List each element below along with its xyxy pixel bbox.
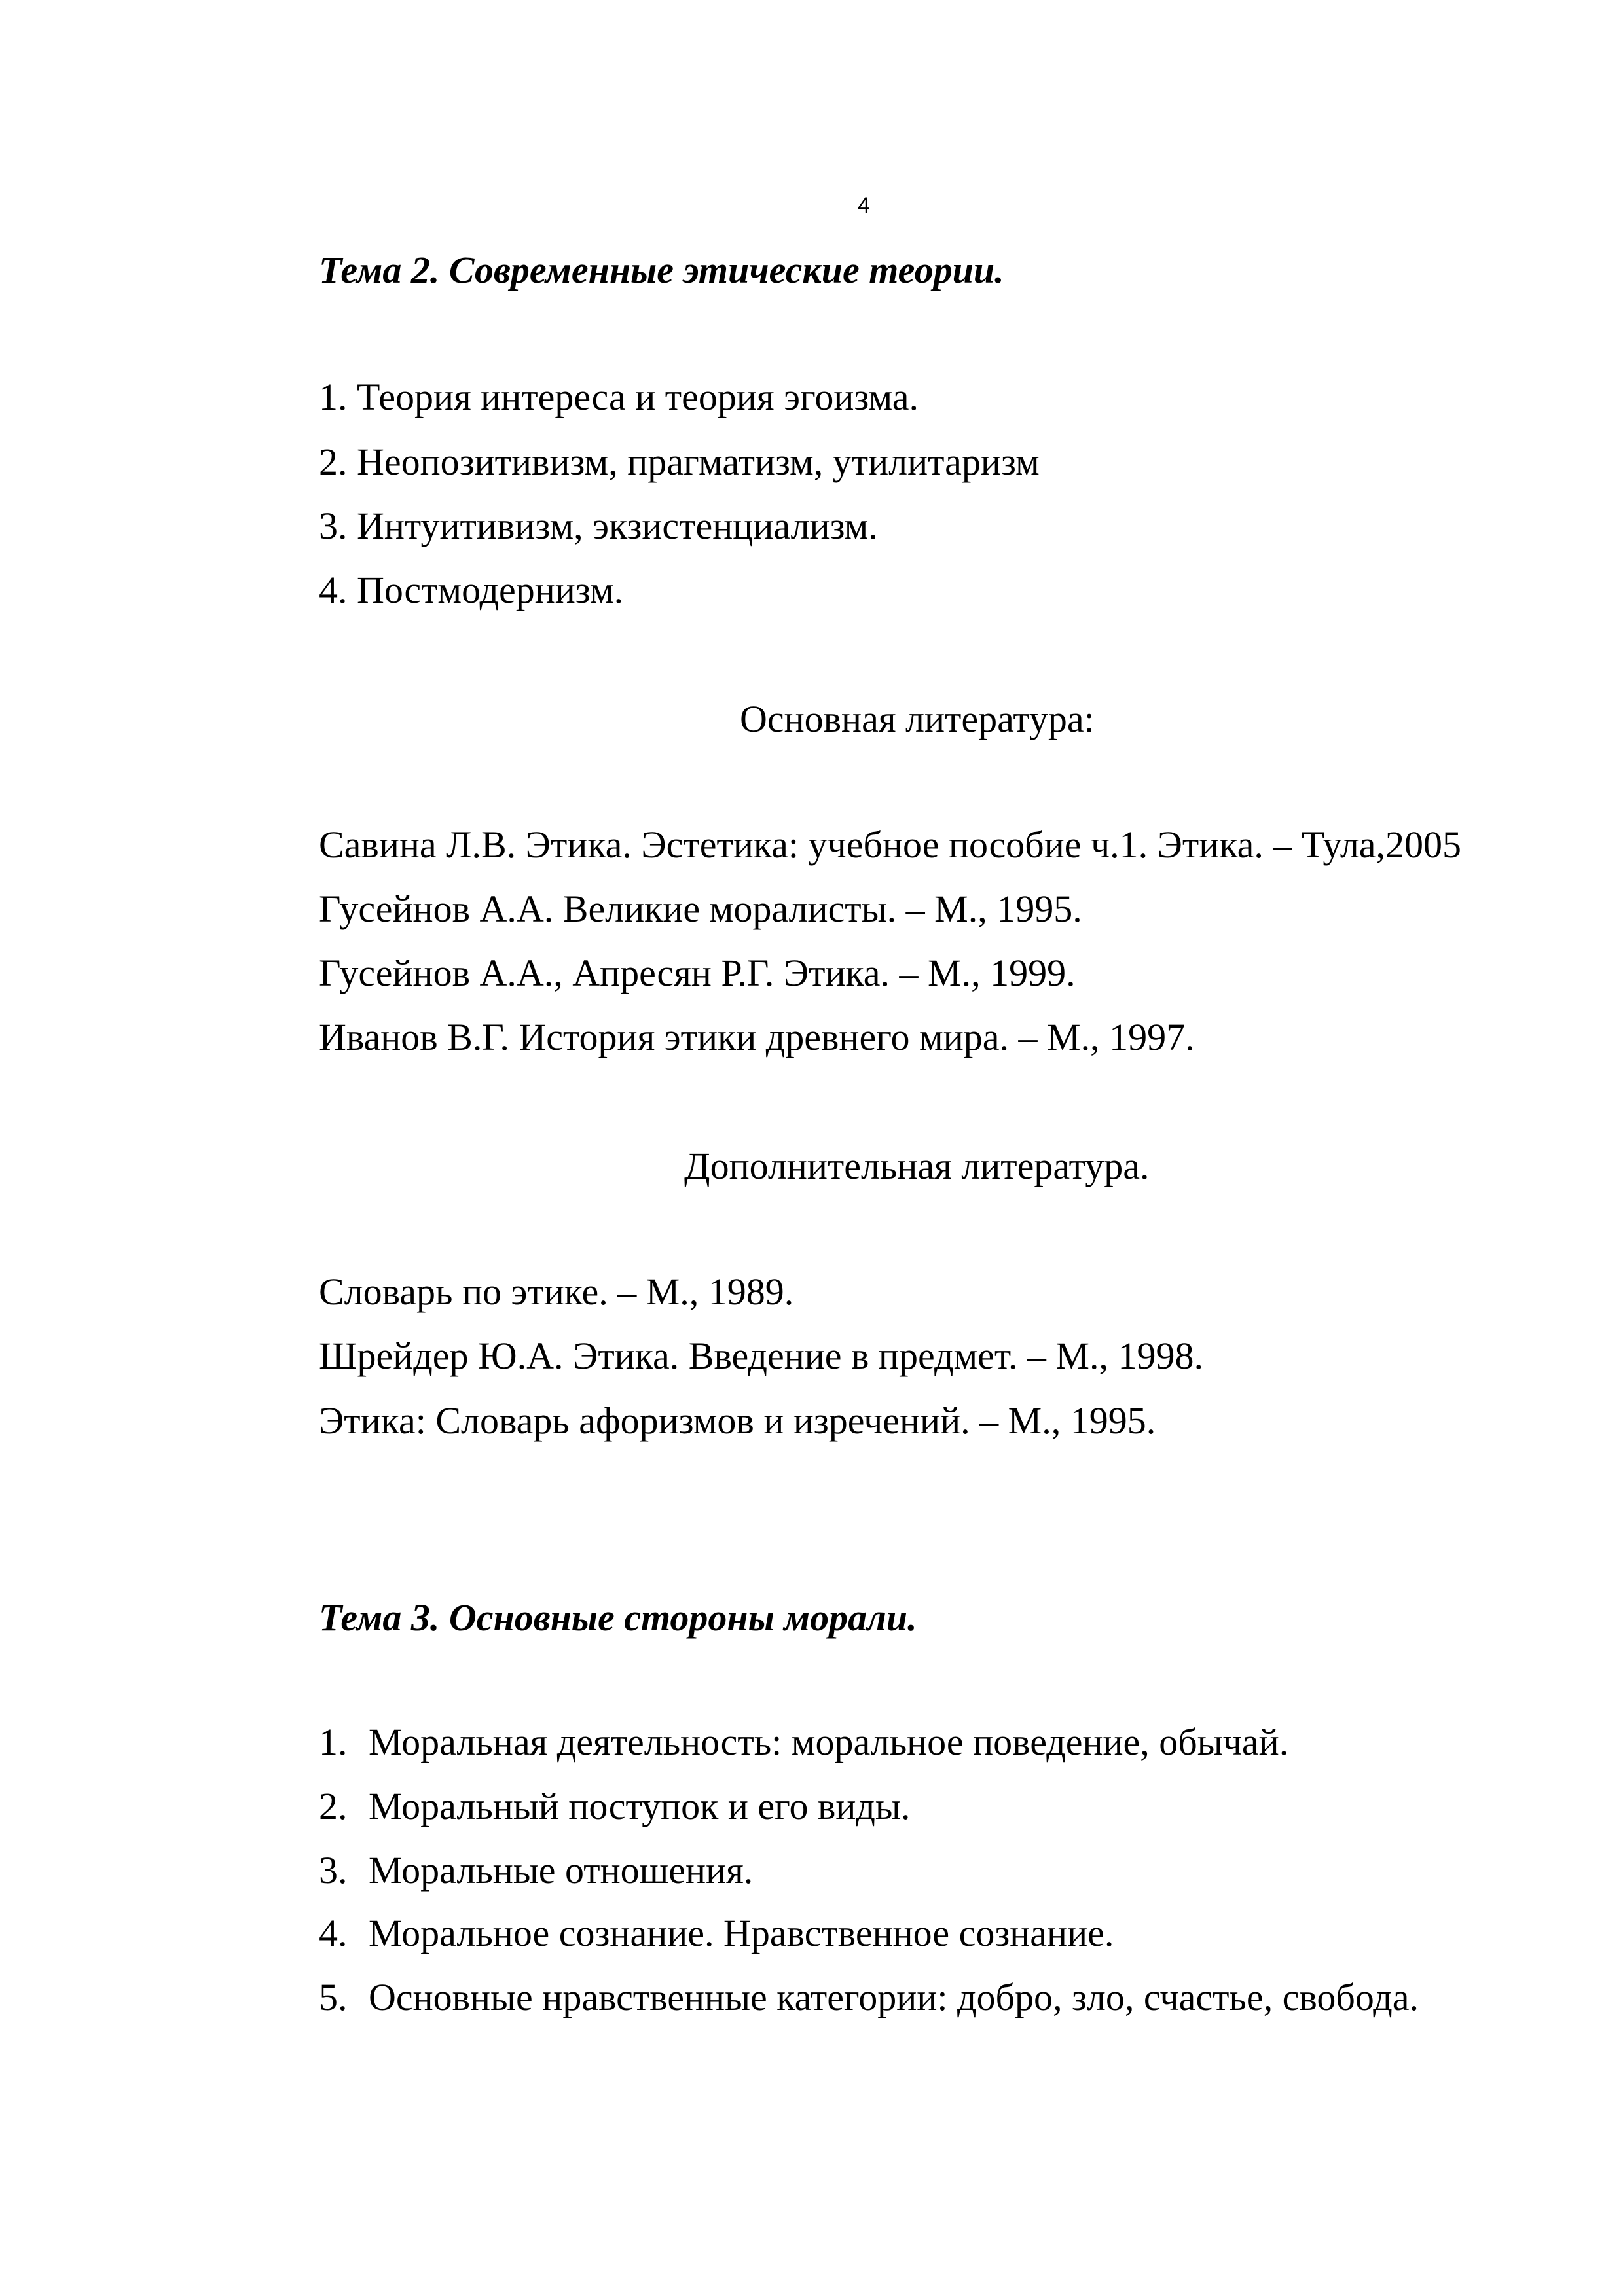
list-text: Моральное сознание. Нравственное сознание. (369, 1912, 1114, 1954)
reference-item: Гусейнов А.А. Великие моралисты. – М., 1995. (319, 888, 1082, 930)
reference-item: Шрейдер Ю.А. Этика. Введение в предмет. – М., 1998. (319, 1335, 1203, 1377)
list-text: Моральный поступок и его виды. (369, 1785, 911, 1827)
list-text: Моральная деятельность: моральное поведение, обычай. (369, 1721, 1289, 1763)
list-number: 5. (319, 1976, 348, 2018)
list-text: Основные нравственные категории: добро, зло, счастье, свобода. (369, 1976, 1419, 2018)
main-literature-title: Основная литература: (740, 698, 1095, 740)
page-number: 4 (858, 193, 870, 218)
list-text: Моральные отношения. (369, 1849, 754, 1892)
reference-item: Савина Л.В. Этика. Эстетика: учебное пособие ч.1. Этика. – Тула,2005 (319, 823, 1462, 866)
reference-item: Словарь по этике. – М., 1989. (319, 1270, 794, 1313)
list-number: 2. (319, 1785, 348, 1827)
reference-item: Этика: Словарь афоризмов и изречений. – М., 1995. (319, 1399, 1156, 1442)
topic3-heading: Тема 3. Основные стороны морали. (319, 1596, 917, 1639)
list-item: 4. Постмодернизм. (319, 569, 624, 611)
reference-item: Иванов В.Г. История этики древнего мира. – М., 1997. (319, 1016, 1195, 1058)
list-item: 2. Неопозитивизм, прагматизм, утилитаризм (319, 440, 1040, 483)
extra-literature-title: Дополнительная литература. (684, 1145, 1150, 1187)
list-number: 1. (319, 1721, 348, 1763)
list-number: 4. (319, 1912, 348, 1954)
list-number: 3. (319, 1849, 348, 1892)
list-item: 1. Теория интереса и теория эгоизма. (319, 376, 919, 418)
reference-item: Гусейнов А.А., Апресян Р.Г. Этика. – М., 1999. (319, 952, 1076, 994)
topic2-heading: Тема 2. Современные этические теории. (319, 249, 1004, 291)
list-item: 3. Интуитивизм, экзистенциализм. (319, 505, 878, 547)
